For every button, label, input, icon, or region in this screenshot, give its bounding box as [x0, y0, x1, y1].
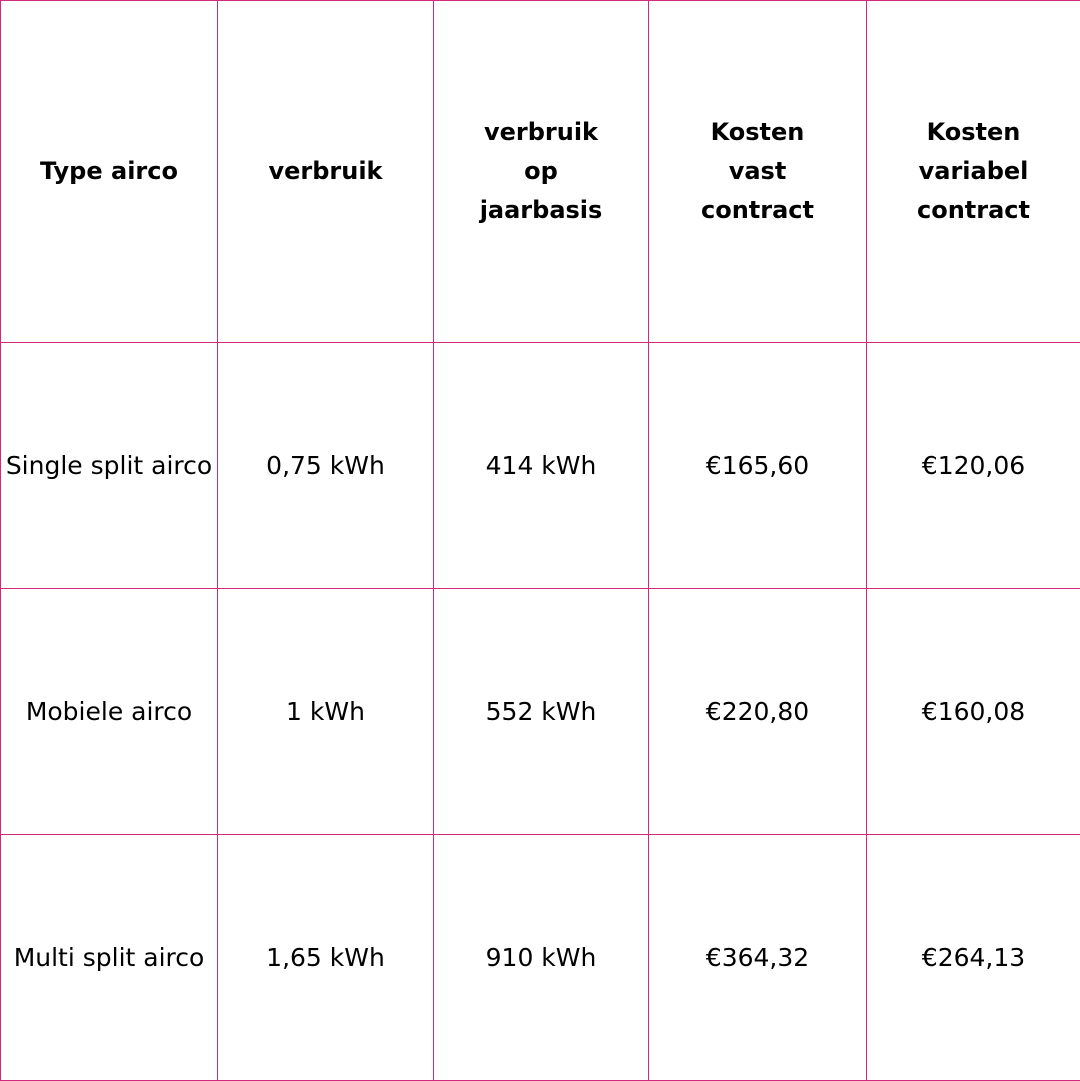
cell-verbruik: 1,65 kWh [218, 835, 434, 1081]
cell-jaarbasis: 910 kWh [434, 835, 649, 1081]
table-header-row [1, 1, 1080, 343]
header-line: contract [653, 191, 862, 230]
cell-kosten-variabel: €120,06 [867, 343, 1080, 589]
table-row [1, 835, 1080, 1081]
header-line: Kosten [871, 113, 1076, 152]
cell-jaarbasis: 414 kWh [434, 343, 649, 589]
header-line: Type airco [5, 152, 213, 191]
header-kosten-vast [649, 1, 867, 343]
header-line: vast [653, 152, 862, 191]
header-line: op [438, 152, 644, 191]
header-line: verbruik [438, 113, 644, 152]
header-line: Kosten [653, 113, 862, 152]
header-line: variabel [871, 152, 1076, 191]
table-row [1, 589, 1080, 835]
cell-type: Mobiele airco [1, 589, 218, 835]
header-kosten-variabel [867, 1, 1080, 343]
cell-kosten-vast: €220,80 [649, 589, 867, 835]
cell-kosten-vast: €165,60 [649, 343, 867, 589]
cell-verbruik: 1 kWh [218, 589, 434, 835]
cell-type: Single split airco [1, 343, 218, 589]
header-line: jaarbasis [438, 191, 644, 230]
header-verbruik [218, 1, 434, 343]
header-line: contract [871, 191, 1076, 230]
cell-kosten-variabel: €160,08 [867, 589, 1080, 835]
cell-jaarbasis: 552 kWh [434, 589, 649, 835]
cell-kosten-vast: €364,32 [649, 835, 867, 1081]
header-type-airco [1, 1, 218, 343]
cell-kosten-variabel: €264,13 [867, 835, 1080, 1081]
header-verbruik-jaarbasis [434, 1, 649, 343]
header-line: verbruik [222, 152, 429, 191]
table-row [1, 343, 1080, 589]
cell-verbruik: 0,75 kWh [218, 343, 434, 589]
cell-type: Multi split airco [1, 835, 218, 1081]
